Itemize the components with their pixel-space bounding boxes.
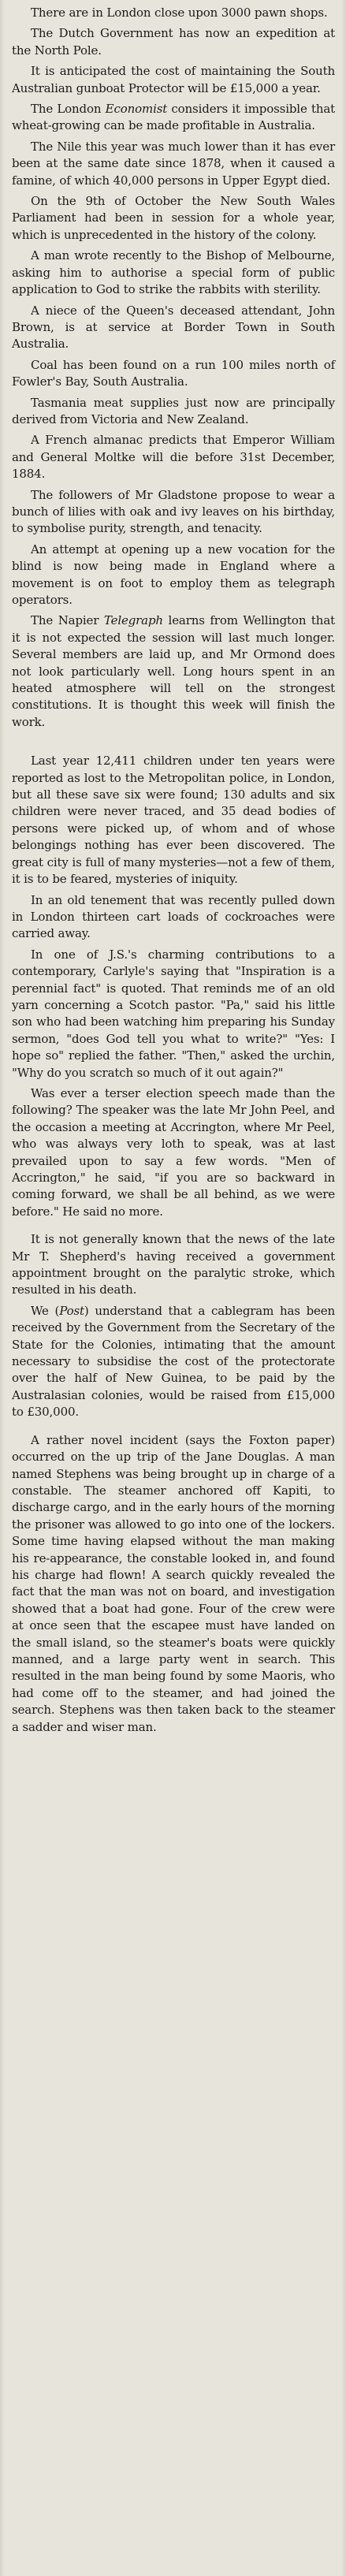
news-item-carlyle-inspiration: In one of J.S.'s charming contributions to a contemporary, Carlyle's saying that "Inspiration is a perennial fact" is quoted. That reminds me of an old yarn concerning a Scotch pastor. "Pa," said his little son who had been watching him preparing his Sunday sermon, "does God tell you what to write?" "Yes: I hope so" replied the father. "Then," asked the urchin, "Why do you scratch so much of it out again?"	[12, 947, 335, 1080]
news-item-john-brown-niece: A niece of the Queen's deceased attendant, John Brown, is at service at Border Town in South Australia.	[12, 303, 335, 352]
news-item-napier-telegraph: The Napier Telegraph learns from Wellington that it is not expected the session will last much longer. Several members are laid up, and Mr Ormond does not look particularly well. Long hours spent in an heated atmosphere will tell on the strongest constitutions. It is thought this week will finish the work.	[12, 613, 335, 729]
page-edge-shadow-left	[0, 0, 5, 2576]
news-item-nsw-parliament: On the 9th of October the New South Wales Parliament had been in session for a whole year, which is unprecedented in the history of the colony.	[12, 194, 335, 242]
news-column	[12, 5, 335, 1736]
news-item-french-almanac: A French almanac predicts that Emperor William and General Moltke will die before 31st December, 1884.	[12, 433, 335, 482]
news-item-bishop-rabbits: A man wrote recently to the Bishop of Melbourne, asking him to authorise a special form of public application to God to strike the rabbits with sterility.	[12, 248, 335, 297]
news-item-gunboat-protector: It is anticipated the cost of maintaining the South Australian gunboat Protector will be £15,000 a year.	[12, 64, 335, 95]
news-item-gladstone-lilies: The followers of Mr Gladstone propose to wear a bunch of lilies with oak and ivy leaves on his birthday, to symbolise purity, strength, and tenacity.	[12, 487, 335, 536]
news-item-coal-found: Coal has been found on a run 100 miles north of Fowler's Bay, South Australia.	[12, 357, 335, 389]
news-item-economist-wheat: The London Economist considers it impossible that wheat-growing can be made profitable in Australia.	[12, 102, 336, 133]
news-item-pawn-shops: There are in London close upon 3000 pawn shops.	[31, 6, 328, 20]
news-item-tasmania-meat: Tasmania meat supplies just now are principally derived from Victoria and New Zealand.	[12, 395, 335, 426]
news-item-blind-telegraph: An attempt at opening up a new vocation for the blind is now being made in England where a movement is on foot to employ them as telegraph operators.	[12, 542, 335, 607]
news-item-election-speech: Was ever a terser election speech made than the following? The speaker was the late Mr John Peel, and the occasion a meeting at Accrington, where Mr Peel, who was always very loth to speak, was at last prevailed upon to say a few words. "Men of Accrington," he said, "if you are so backward in coming forward, we shall be all behind, as we were before." He said no more.	[12, 1085, 335, 1219]
page-edge-shadow-right	[341, 0, 346, 2576]
news-item-dutch-expedition: The Dutch Government has now an expedition at the North Pole.	[12, 26, 335, 58]
news-item-lost-children: Last year 12,411 children under ten years were reported as lost to the Metropolitan police, in London, but all these save six were found; 130 adults and six children were never traced, and 35 dead bodies of persons were picked up, of whom and of whose belongings nothing has ever been discovered. The great city is full of many mysteries—not a few of them, it is to be feared, mysteries of iniquity.	[12, 754, 335, 887]
news-item-shepherd-appointment: It is not generally known that the news of the late Mr T. Shepherd's having received a government appointment brought on the paralytic stroke, which resulted in his death.	[12, 1232, 335, 1297]
news-item-new-guinea-cablegram: We (Post) understand that a cablegram has been received by the Government from the Secretary of the State for the Colonies, intimating that the amount necessary to subsidise the cost of the protectorate over the half of New Guinea, to be paid by the Australasian colonies, would be raised from £15,000 to £30,000.	[12, 1303, 335, 1420]
news-item-cockroaches: In an old tenement that was recently pulled down in London thirteen cart loads of cockroaches were carried away.	[12, 892, 335, 941]
news-item-nile: The Nile this year was much lower than it has ever been at the same date since 1878, when it caused a famine, of which 40,000 persons in Upper Egypt died.	[12, 139, 335, 188]
news-item-jane-douglas-escape: A rather novel incident (says the Foxton paper) occurred on the up trip of the Jane Douglas. A man named Stephens was being brought up in charge of a constable. The steamer anchored off Kapiti, to discharge cargo, and in the early hours of the morning the prisoner was allowed to go into one of the lockers. Some time having elapsed without the man making his re-appearance, the constable looked in, and found his charge had flown! A search quickly revealed the fact that the man was not on board, and investigation showed that a boat had gone. Four of the crew were at once seen that the escapee must have landed on the small island, so the steamer's boats were quickly manned, and a large party went in search. This resulted in the man being found by some Maoris, who had come off to the steamer, and had joined the search. Stephens was then taken back to the steamer a sadder and wiser man.	[12, 1432, 335, 1734]
